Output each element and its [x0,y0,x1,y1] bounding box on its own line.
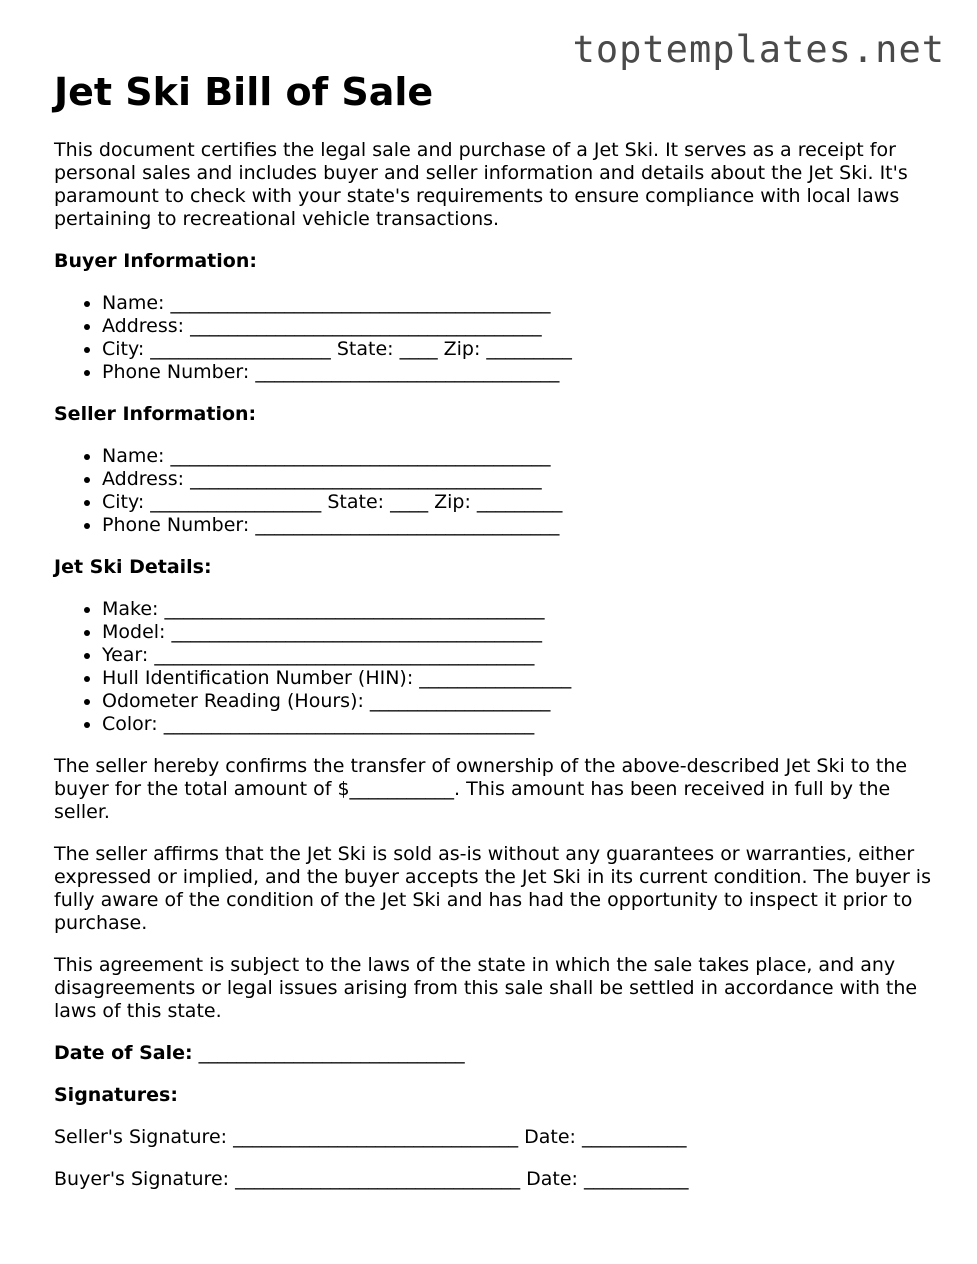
watermark-logo: toptemplates.net [572,28,945,71]
seller-name-field: • Name: ________________________________________ [102,445,934,468]
buyer-section-heading: Buyer Information: [54,250,257,272]
signatures-heading: Signatures: [54,1084,178,1106]
governing-law-paragraph: This agreement is subject to the laws of the state in which the sale takes place, and any disagreements or legal issues arising from this sale shall be settled in accordance with the laws of this state. [54,954,918,1022]
buyer-city-state-zip-field: • City: ___________________ State: ____ Zip: _________ [102,338,934,361]
seller-signature-line: Seller's Signature: ______________________________ Date: ___________ [54,1126,687,1148]
as-is-paragraph: The seller affirms that the Jet Ski is sold as-is without any guarantees or warranties, either expressed or implied, and the buyer accepts the Jet Ski in its current condition. The buyer is fully aware of the condition of the Jet Ski and has had the opportunity to inspect it prior to purchase. [54,843,931,934]
seller-phone-field: • Phone Number: ________________________________ [102,514,934,537]
buyer-signature-line: Buyer's Signature: ______________________________ Date: ___________ [54,1168,689,1190]
buyer-info-list [54,292,934,384]
document-body [54,62,934,1191]
document-title: Jet Ski Bill of Sale [54,70,434,114]
jetski-details-list [54,598,934,736]
intro-paragraph: This document certifies the legal sale and purchase of a Jet Ski. It serves as a receipt for personal sales and includes buyer and seller information and details about the Jet Ski. It's paramount to check with your state's requirements to ensure compliance with local laws pertaining to recreational vehicle transactions. [54,139,908,230]
transfer-paragraph: The seller hereby confirms the transfer of ownership of the above-described Jet Ski to the buyer for the total amount of $___________. This amount has been received in full by the seller. [54,755,908,823]
jetski-year-field: • Year: ________________________________________ [102,644,934,667]
date-of-sale-blank: ____________________________ [198,1042,465,1064]
seller-address-field: • Address: _____________________________________ [102,468,934,491]
jetski-model-field: • Model: _______________________________________ [102,621,934,644]
seller-city-state-zip-field: • City: __________________ State: ____ Zip: _________ [102,491,934,514]
date-of-sale-label: Date of Sale: [54,1042,193,1064]
jetski-make-field: • Make: ________________________________________ [102,598,934,621]
jetski-odometer-field: • Odometer Reading (Hours): ___________________ [102,690,934,713]
jetski-color-field: • Color: _______________________________________ [102,713,934,736]
seller-section-heading: Seller Information: [54,403,257,425]
buyer-name-field: • Name: ________________________________________ [102,292,934,315]
buyer-address-field: • Address: _____________________________________ [102,315,934,338]
jetski-section-heading: Jet Ski Details: [54,556,212,578]
jetski-hin-field: • Hull Identification Number (HIN): ________________ [102,667,934,690]
buyer-phone-field: • Phone Number: ________________________________ [102,361,934,384]
seller-info-list [54,445,934,537]
date-of-sale-line [54,1042,934,1065]
